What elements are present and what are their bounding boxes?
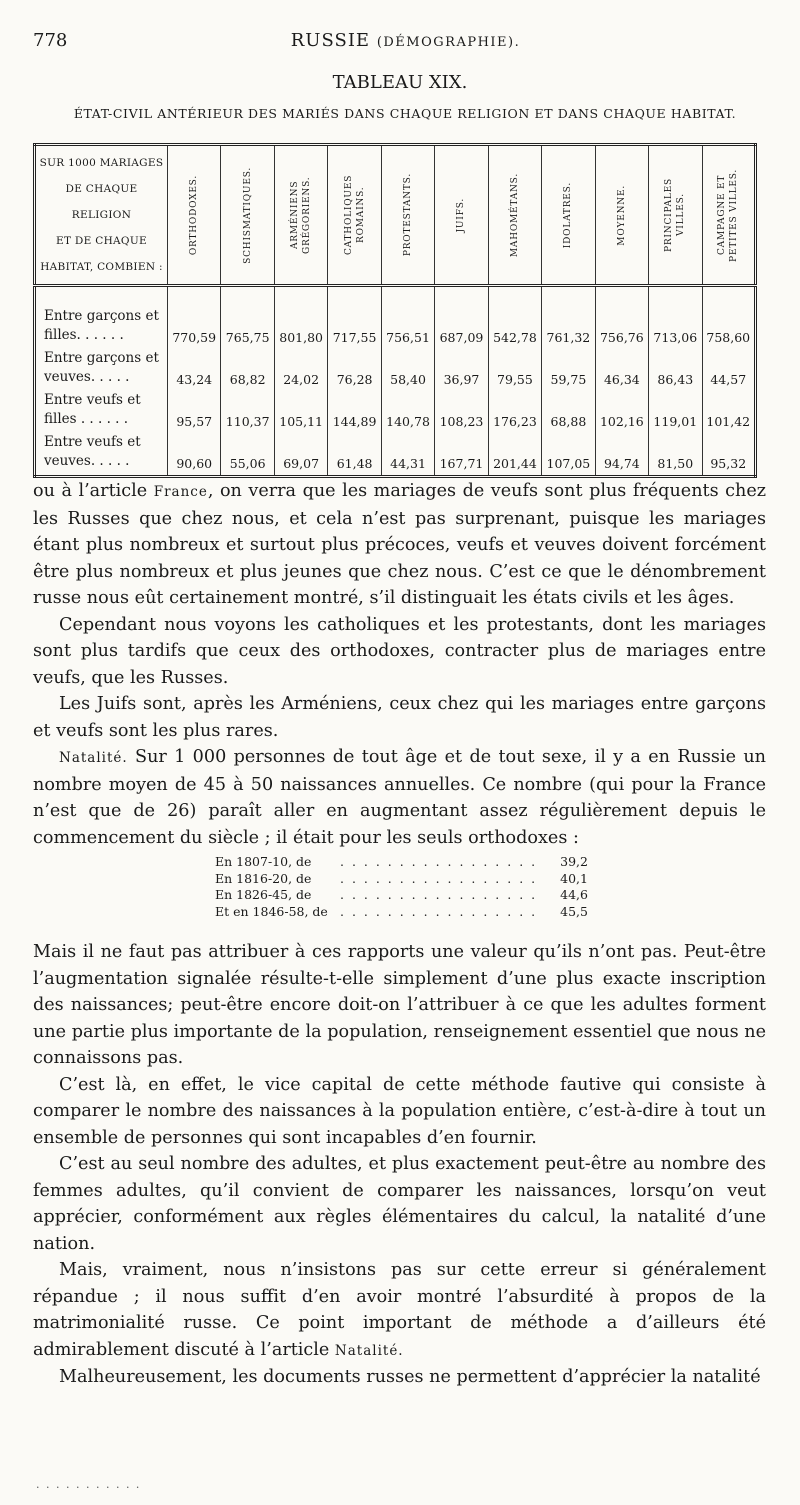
corner-line: HABITAT, COMBIEN : [40,261,163,273]
table-cell: 761,32 [542,286,595,350]
leader-dots: . . . . . . . . . . . . . . . . . [340,903,538,919]
table-cell: 44,31 [381,433,434,477]
table-cell: 95,57 [168,391,221,433]
table-cell: 801,80 [274,286,327,350]
column-header [595,145,648,286]
column-header-label: CATHOLIQUES ROMAINS. [343,174,366,256]
table-cell: 765,75 [221,286,274,350]
small-caps-term: Natalité. [334,1342,404,1359]
body-text [33,478,766,1391]
paragraph: Mais il ne faut pas attribuer à ces rapports une valeur qu’ils n’ont pas. Peut-être l’augmentation signalée résulte-t-elle simplement d’une plus exacte inscription des naissances; peut-être encore doit-on l’attribuer à ce que les adultes forment une partie plus importante de la population, renseignement essentiel que nous ne connaissons pas. [33,942,766,1068]
column-header-label: ORTHODOXES. [189,174,200,256]
list-item [215,887,588,904]
table-row [35,286,756,350]
paragraph: Cependant nous voyons les catholiques et les protestants, dont les mariages sont plus tardifs que ceux des orthodoxes, contracter plus de mariages entre veufs, que les Russes. [33,614,766,688]
column-header [542,145,595,286]
table-cell: 144,89 [328,391,381,433]
table-cell: 756,76 [595,286,648,350]
column-header-label: PRINCIPALES VILLES. [664,178,687,252]
column-header [649,145,702,286]
column-header-label: MOYENNE. [616,184,627,246]
row-label: Entre garçons et veuves. . . . . [35,349,168,391]
row-label: Entre garçons et filles. . . . . . [35,286,168,350]
table-cell: 110,37 [221,391,274,433]
list-item-label: En 1816-20, de [215,870,312,886]
small-caps-term: Natalité. [59,750,128,766]
table-cell: 713,06 [649,286,702,350]
table-cell: 770,59 [168,286,221,350]
running-title-sub: (DÉMOGRAPHIE). [376,35,521,50]
paragraph: Malheureusement, les documents russes ne permettent d’apprécier la natalité [59,1367,761,1387]
row-label: Entre veufs et veuves. . . . . [35,433,168,477]
page-header [33,30,778,56]
leader-dots: . . . . . . . . . . . . . . . . . [340,887,538,902]
list-item-label: En 1826-45, de [215,887,312,902]
table-cell: 687,09 [435,286,488,350]
table-cell: 95,32 [702,433,755,477]
table-cell: 758,60 [702,286,755,350]
list-item-value: 45,5 [560,903,588,919]
list-item [215,871,588,888]
paragraph [33,744,766,851]
paragraph: C’est au seul nombre des adultes, et plus exactement peut-être au nombre des femmes adultes, qu’il convient de comparer les naissances, lorsqu’on veut apprécier, conformément aux règles élémentaires du calcul, la natalité d’une nation. [33,1154,766,1254]
list-item [215,904,588,921]
running-title [33,30,778,51]
table-title: TABLEAU XIX. [332,72,468,93]
table-cell: 76,28 [328,349,381,391]
list-item-value: 40,1 [560,870,588,886]
list-item-label: En 1807-10, de [215,854,312,869]
table-cell: 81,50 [649,433,702,477]
column-header [435,145,488,286]
table-cell: 140,78 [381,391,434,433]
table-cell: 101,42 [702,391,755,433]
table-cell: 167,71 [435,433,488,477]
table-cell: 46,34 [595,349,648,391]
running-title-main: RUSSIE [290,30,371,51]
column-header [168,145,221,286]
corner-line: DE CHAQUE RELIGION [65,183,138,221]
table-cell: 36,97 [435,349,488,391]
column-header-label: SCHISMATIQUES. [242,166,253,264]
column-header-label: PROTESTANTS. [403,173,414,257]
column-header [221,145,274,286]
column-header-label: JUIFS. [456,197,467,233]
paragraph: Les Juifs sont, après les Arméniens, ceux chez qui les mariages entre garçons et veufs sont les plus rares. [33,694,766,741]
corner-line: SUR 1000 MARIAGES [39,157,164,169]
table-cell: 58,40 [381,349,434,391]
table-cell: 79,55 [488,349,541,391]
text-span: ou à l’article [33,481,148,501]
column-header-label: ARMÉNIENS GRÉGORIENS. [290,176,313,254]
table-cell: 94,74 [595,433,648,477]
table-cell: 756,51 [381,286,434,350]
table-row [35,391,756,433]
table-cell: 542,78 [488,286,541,350]
table-cell: 55,06 [221,433,274,477]
paragraph [33,478,766,612]
column-header-label: MAHOMÉTANS. [509,172,520,258]
table-cell: 90,60 [168,433,221,477]
table-row [35,433,756,477]
column-header [488,145,541,286]
table-row [35,349,756,391]
list-item-label: Et en 1846-58, de [215,903,328,919]
table-cell: 717,55 [328,286,381,350]
table-cell: 102,16 [595,391,648,433]
list-item-value: 44,6 [560,887,588,902]
small-caps-term: France [153,484,208,500]
text-span: , on verra que les mariages de veufs sont plus fréquents chez les Russes que chez nous, et cela n’est pas surprenant, puisque les mariages étant plus nombreux et surtout plus précoces, veufs et veuves doivent forcément être plus nombreux et plus jeunes que chez nous. C’est ce que le dénombrement russe nous eût certainement montré, s’il distinguait les états civils et les âges. [33,481,767,608]
table-header-row [35,145,756,286]
column-header [328,145,381,286]
table-cell: 108,23 [435,391,488,433]
table-cell: 176,23 [488,391,541,433]
table-cell: 107,05 [542,433,595,477]
table-cell: 105,11 [274,391,327,433]
column-header-label: CAMPAGNE ET PETITES VILLES. [717,168,740,262]
text-span: Sur 1 000 personnes de tout âge et de tout sexe, il y a en Russie un nombre moyen de 45 à 50 naissances annuelles. Ce nombre (qui pour la France n’est que de 26) paraît aller en augmentant assez régulièrement depuis le commencement du siècle ; il était pour les seuls orthodoxes : [33,747,766,848]
corner-line: ET DE CHAQUE [56,235,147,247]
row-label: Entre veufs et filles . . . . . . [35,391,168,433]
leader-dots: . . . . . . . . . . . . . . . . . [340,870,538,886]
marriage-table [33,143,757,478]
table-cell: 201,44 [488,433,541,477]
leader-dots: . . . . . . . . . . . . . . . . . [340,854,538,869]
table-cell: 24,02 [274,349,327,391]
column-header [274,145,327,286]
table-cell: 69,07 [274,433,327,477]
paragraph: C’est là, en effet, le vice capital de cette méthode fautive qui consiste à comparer le nombre des naissances à la population entière, c’est-à-dire à tout un ensemble de personnes qui sont incapables d’en fournir. [33,1074,766,1148]
column-header [702,145,755,286]
list-item [215,854,588,871]
list-item-value: 39,2 [560,854,588,869]
page-number: 778 [33,30,68,51]
footer-mark: . . . . . . . . . . . [36,1478,141,1491]
paragraph [33,1257,766,1364]
natalite-list [215,854,766,920]
table-cell: 61,48 [328,433,381,477]
corner-header [35,145,168,286]
table-cell: 44,57 [702,349,755,391]
text-span: Mais, vraiment, nous n’insistons pas sur cette erreur si généralement répandue ; il nous suffit d’en avoir montré l’absurdité à propos de la matrimonialité russe. Ce point important de méthode a d’ailleurs été admirablement discuté à l’article [33,1260,766,1360]
table-cell: 86,43 [649,349,702,391]
table-cell: 43,24 [168,349,221,391]
table-cell: 68,88 [542,391,595,433]
table-cell: 68,82 [221,349,274,391]
column-header-label: IDOLATRES. [563,181,574,249]
table-caption: ÉTAT-CIVIL ANTÉRIEUR DES MARIÉS DANS CHAQUE RELIGION ET DANS CHAQUE HABITAT. [73,106,737,121]
table-cell: 119,01 [649,391,702,433]
column-header [381,145,434,286]
table-cell: 59,75 [542,349,595,391]
